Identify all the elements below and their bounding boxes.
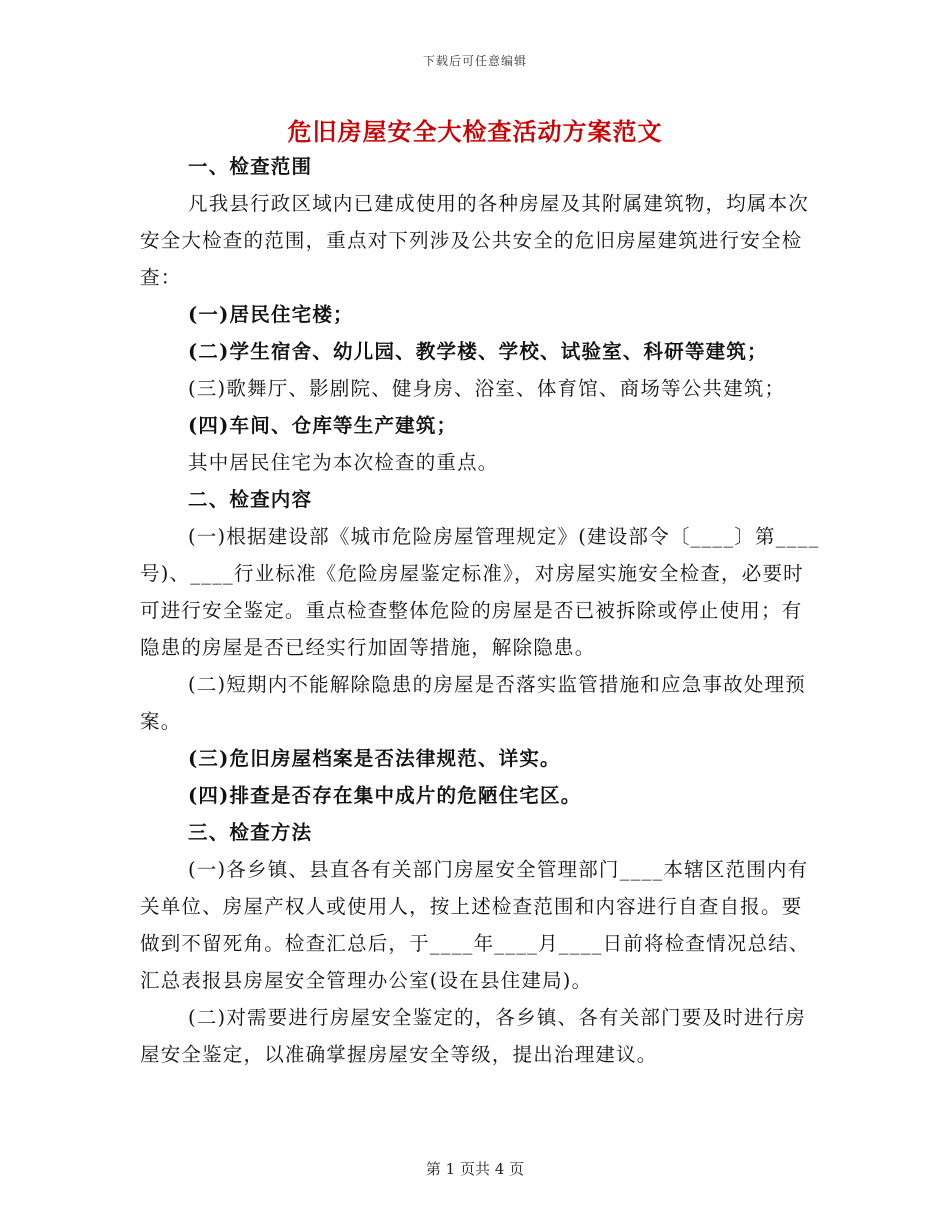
paragraph-scope-intro: 凡我县行政区域内已建成使用的各种房屋及其附属建筑物，均属本次安全大检查的范围，重点对下列涉及公共安全的危旧房屋建筑进行安全检查： (140, 192, 810, 289)
paragraph-content-4: (四)排查是否存在集中成片的危陋住宅区。 (188, 784, 582, 807)
list-item-public-buildings: (三)歌舞厅、影剧院、健身房、浴室、体育馆、商场等公共建筑； (188, 377, 786, 400)
document-body (140, 148, 820, 1073)
list-item-residential: (一)居民住宅楼； (188, 303, 354, 326)
list-item-schools: (二)学生宿舍、幼儿园、教学楼、学校、试验室、科研等建筑； (188, 340, 768, 363)
paragraph-content-1: (一)根据建设部《城市危险房屋管理规定》(建设部令〔____〕第____号)、____行业标准《危险房屋鉴定标准》，对房屋实施安全检查，必要时可进行安全鉴定。重点检查整体危险的房屋是否已被拆除或停止使用；有隐患的房屋是否已经实行加固等措施，解除隐患。 (140, 525, 820, 659)
header-note: 下载后可任意编辑 (422, 54, 527, 68)
section-heading-method: 三、检查方法 (188, 821, 313, 844)
paragraph-method-1: (一)各乡镇、县直各有关部门房屋安全管理部门____本辖区范围内有关单位、房屋产权人或使用人，按上述检查范围和内容进行自查自报。要做到不留死角。检查汇总后，于____年____月____日前将检查情况总结、汇总表报县房屋安全管理办公室(设在县住建局)。 (140, 858, 810, 992)
page-number: 第 1 页共 4 页 (425, 1160, 525, 1178)
paragraph-focus: 其中居民住宅为本次检查的重点。 (188, 451, 499, 474)
section-heading-scope: 一、检查范围 (188, 155, 313, 178)
list-item-production: (四)车间、仓库等生产建筑； (188, 414, 458, 437)
section-heading-content: 二、检查内容 (188, 488, 313, 511)
paragraph-content-3: (三)危旧房屋档案是否法律规范、详实。 (188, 747, 561, 770)
document-title: 危旧房屋安全大检查活动方案范文 (287, 117, 663, 146)
paragraph-content-2: (二)短期内不能解除隐患的房屋是否落实监管措施和应急事故处理预案。 (140, 673, 806, 733)
paragraph-method-2: (二)对需要进行房屋安全鉴定的，各乡镇、各有关部门要及时进行房屋安全鉴定，以准确掌握房屋安全等级，提出治理建议。 (140, 1006, 806, 1066)
